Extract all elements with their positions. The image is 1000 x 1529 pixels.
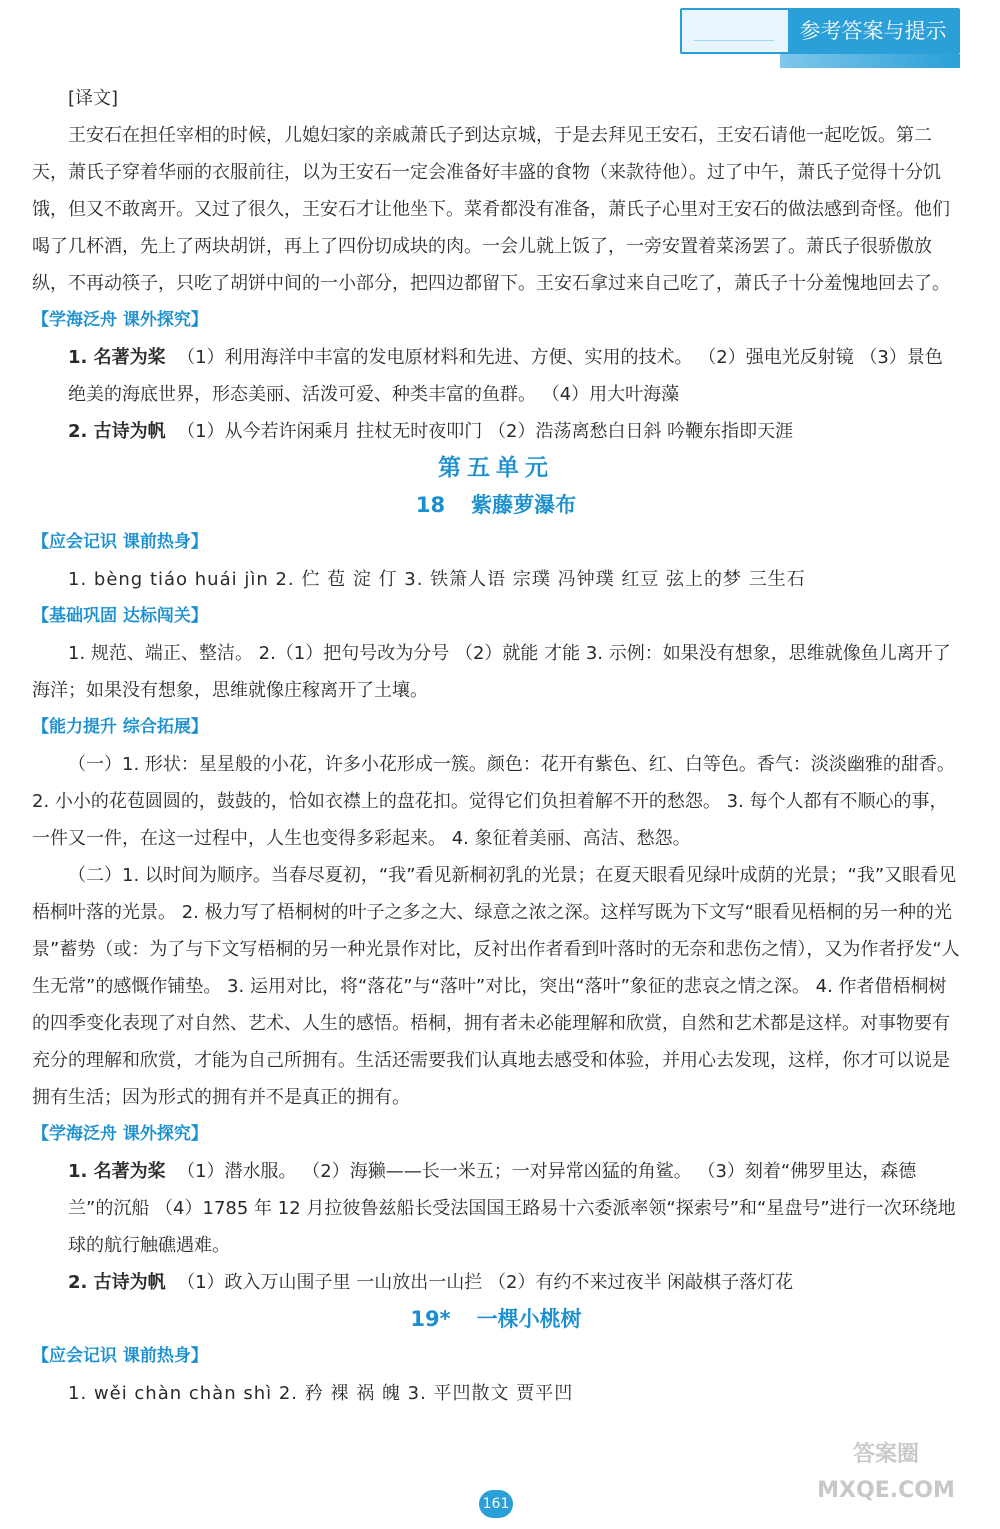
- lesson-title: 18 紫藤萝瀑布: [415, 493, 577, 517]
- section-tag: 【学海泛舟 课外探究】: [32, 1124, 208, 1144]
- section-tag: 【基础巩固 达标闯关】: [32, 606, 208, 626]
- page-content: [32, 80, 960, 1412]
- list-item: 2. 古诗为帆 （1）政入万山围子里 一山放出一山拦 （2）有约不来过夜半 闲敲棋子落灯花: [68, 1272, 794, 1293]
- header-tab: [680, 8, 960, 54]
- page-number: 161: [479, 1490, 513, 1518]
- section-tag: 【学海泛舟 课外探究】: [32, 310, 208, 330]
- section-tag: 【应会记识 课前热身】: [32, 1346, 208, 1366]
- list-item: 1. 名著为桨 （1）利用海洋中丰富的发电原材料和先进、方便、实用的技术。 （2）强电光反射镜 （3）景色绝美的海底世界，形态美丽、活泼可爱、种类丰富的鱼群。 （4）用大叶海藻: [68, 347, 943, 405]
- unit-title: 第五单元: [438, 455, 554, 481]
- list-item: 2. 古诗为帆 （1）从今若许闲乘月 拄杖无时夜叩门 （2）浩荡离愁白日斜 吟鞭东指即天涯: [68, 421, 794, 442]
- header-decoration: [694, 20, 774, 41]
- answer-text: （一）1. 形状：星星般的小花，许多小花形成一簇。颜色：花开有紫色、红、白等色。香气：淡淡幽雅的甜香。 2. 小小的花苞圆圆的，鼓鼓的，恰如衣襟上的盘花扣。觉得它们负担着解不开的愁怨。 3. 每个人都有不顺心的事，一件又一件，在这一过程中，人生也变得多彩起来。 4. 象征着美丽、高洁、愁怨。: [32, 754, 955, 849]
- answer-text: （二）1. 以时间为顺序。当春尽夏初，“我”看见新桐初乳的光景；在夏天眼看见绿叶成荫的光景；“我”又眼看见梧桐叶落的光景。 2. 极力写了梧桐树的叶子之多之大、绿意之浓之深。这样写既为下文写“眼看见梧桐的另一种的光景”蓄势（或：为了与下文写梧桐的另一种光景作对比，反衬出作者看到叶落时的无奈和悲伤之情），又为作者抒发“人生无常”的感慨作铺垫。 3. 运用对比，将“落花”与“落叶”对比，突出“落叶”象征的悲哀之情之深。 4. 作者借梧桐树的四季变化表现了对自然、艺术、人生的感悟。梧桐，拥有者未必能理解和欣赏，自然和艺术都是这样。对事物要有充分的理解和欣赏，才能为自己所拥有。生活还需要我们认真地去感受和体验，并用心去发现，这样，你才可以说是拥有生活；因为形式的拥有并不是真正的拥有。: [32, 865, 960, 1108]
- answer-text: 1. bèng tiáo huái jìn 2. 伫 苞 淀 仃 3. 铁箫人语 宗璞 冯钟璞 红豆 弦上的梦 三生石: [68, 569, 806, 590]
- translation-text: 王安石在担任宰相的时候，儿媳妇家的亲戚萧氏子到达京城，于是去拜见王安石，王安石请他一起吃饭。第二天，萧氏子穿着华丽的衣服前往，以为王安石一定会准备好丰盛的食物（来款待他）。过了中午，萧氏子觉得十分饥饿，但又不敢离开。又过了很久，王安石才让他坐下。菜肴都没有准备，萧氏子心里对王安石的做法感到奇怪。他们喝了几杯酒，先上了两块胡饼，再上了四份切成块的肉。一会儿就上饭了，一旁安置着菜汤罢了。萧氏子很骄傲放纵，不再动筷子，只吃了胡饼中间的一小部分，把四边都留下。王安石拿过来自己吃了，萧氏子十分羞愧地回去了。: [32, 125, 950, 294]
- lesson-title: 19* 一棵小桃树: [410, 1307, 582, 1331]
- section-tag: 【应会记识 课前热身】: [32, 532, 208, 552]
- section-tag: 【能力提升 综合拓展】: [32, 717, 208, 737]
- header-title: 参考答案与提示: [788, 10, 958, 52]
- answer-text: 1. wěi chàn chàn shì 2. 矜 裸 祸 魄 3. 平凹散文 贾平凹: [68, 1383, 574, 1404]
- translation-label: [译文]: [68, 88, 119, 109]
- list-item: 1. 名著为桨 （1）潜水服。 （2）海獭——长一米五；一对异常凶猛的角鲨。 （3）刻着“佛罗里达，森德兰”的沉船 （4）1785 年 12 月拉彼鲁兹船长受法国国王路易十六委派率领“探索号”和“星盘号”进行一次环绕地球的航行触礁遇难。: [68, 1161, 956, 1256]
- watermark: 答案圈 MXQE.COM: [817, 1442, 955, 1503]
- header-stripe: [780, 54, 960, 68]
- answer-text: 1. 规范、端正、整洁。 2.（1）把句号改为分号 （2）就能 才能 3. 示例：如果没有想象，思维就像鱼儿离开了海洋；如果没有想象，思维就像庄稼离开了土壤。: [32, 643, 951, 701]
